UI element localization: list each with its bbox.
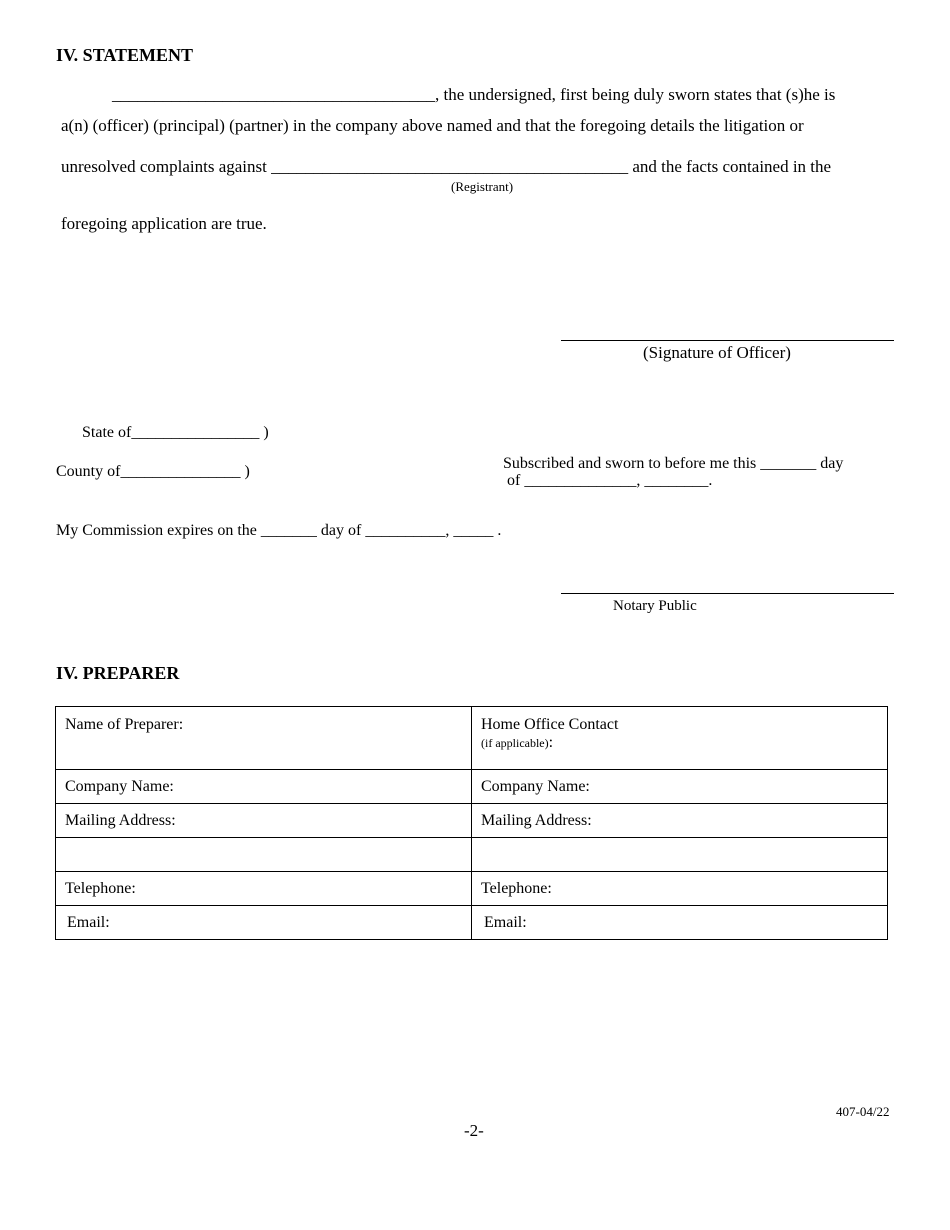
home-office-contact-cell[interactable] <box>472 707 888 770</box>
email-label: Email: <box>484 913 527 931</box>
company-name-label: Company Name: <box>481 777 590 795</box>
mailing-address-cell-right[interactable] <box>472 804 888 838</box>
company-name-cell-right[interactable] <box>472 770 888 804</box>
registrant-blank[interactable]: __________________________________________ <box>271 157 629 176</box>
statement-line-3-start: unresolved complaints against <box>61 157 267 176</box>
table-row <box>56 770 888 804</box>
name-of-preparer-cell[interactable] <box>56 707 472 770</box>
subscribed-line-2[interactable]: of ______________, ________. <box>507 472 713 489</box>
table-row <box>56 906 888 940</box>
if-applicable-note: (if applicable) <box>481 736 549 750</box>
table-row <box>56 838 888 872</box>
address-continuation-cell-left[interactable] <box>56 838 472 872</box>
officer-signature-line[interactable] <box>561 340 894 341</box>
email-cell-left[interactable] <box>56 906 472 940</box>
mailing-address-cell-left[interactable] <box>56 804 472 838</box>
company-name-cell-left[interactable] <box>56 770 472 804</box>
telephone-cell-left[interactable] <box>56 872 472 906</box>
email-label: Email: <box>67 913 110 931</box>
table-row <box>56 872 888 906</box>
statement-heading: IV. STATEMENT <box>56 45 194 65</box>
signature-caption: (Signature of Officer) <box>643 343 791 362</box>
telephone-cell-right[interactable] <box>472 872 888 906</box>
name-of-preparer-label: Name of Preparer: <box>65 716 184 733</box>
notary-signature-line[interactable] <box>561 593 894 594</box>
notary-caption: Notary Public <box>613 598 697 614</box>
state-of-field[interactable]: State of________________ ) <box>82 424 269 441</box>
subscribed-line-1[interactable]: Subscribed and sworn to before me this _______ day <box>503 455 844 472</box>
email-cell-right[interactable] <box>472 906 888 940</box>
statement-line-1: ______________________________________, the undersigned, first being duly sworn states that (s)he is <box>112 85 836 104</box>
home-office-contact-label: Home Office Contact <box>481 716 619 733</box>
mailing-address-label: Mailing Address: <box>481 811 592 829</box>
table-row <box>56 707 888 770</box>
telephone-label: Telephone: <box>65 879 136 897</box>
statement-line-2: a(n) (officer) (principal) (partner) in the company above named and that the foregoing details the litigation or <box>61 116 804 135</box>
statement-line-4: foregoing application are true. <box>61 214 267 233</box>
telephone-label: Telephone: <box>481 879 552 897</box>
contact-colon: : <box>548 734 554 751</box>
statement-line-3-end: and the facts contained in the <box>632 157 832 176</box>
form-code: 407-04/22 <box>836 1104 890 1119</box>
company-name-label: Company Name: <box>65 777 174 795</box>
county-of-field[interactable]: County of_______________ ) <box>56 463 250 480</box>
table-row <box>56 804 888 838</box>
address-continuation-cell-right[interactable] <box>472 838 888 872</box>
registrant-caption: (Registrant) <box>451 179 514 194</box>
preparer-table <box>55 706 888 940</box>
page-number: -2- <box>464 1121 484 1140</box>
statement-line-3 <box>61 157 831 177</box>
commission-expires[interactable]: My Commission expires on the _______ day of __________, _____ . <box>56 522 502 539</box>
mailing-address-label: Mailing Address: <box>65 811 176 829</box>
preparer-heading: IV. PREPARER <box>56 663 180 683</box>
